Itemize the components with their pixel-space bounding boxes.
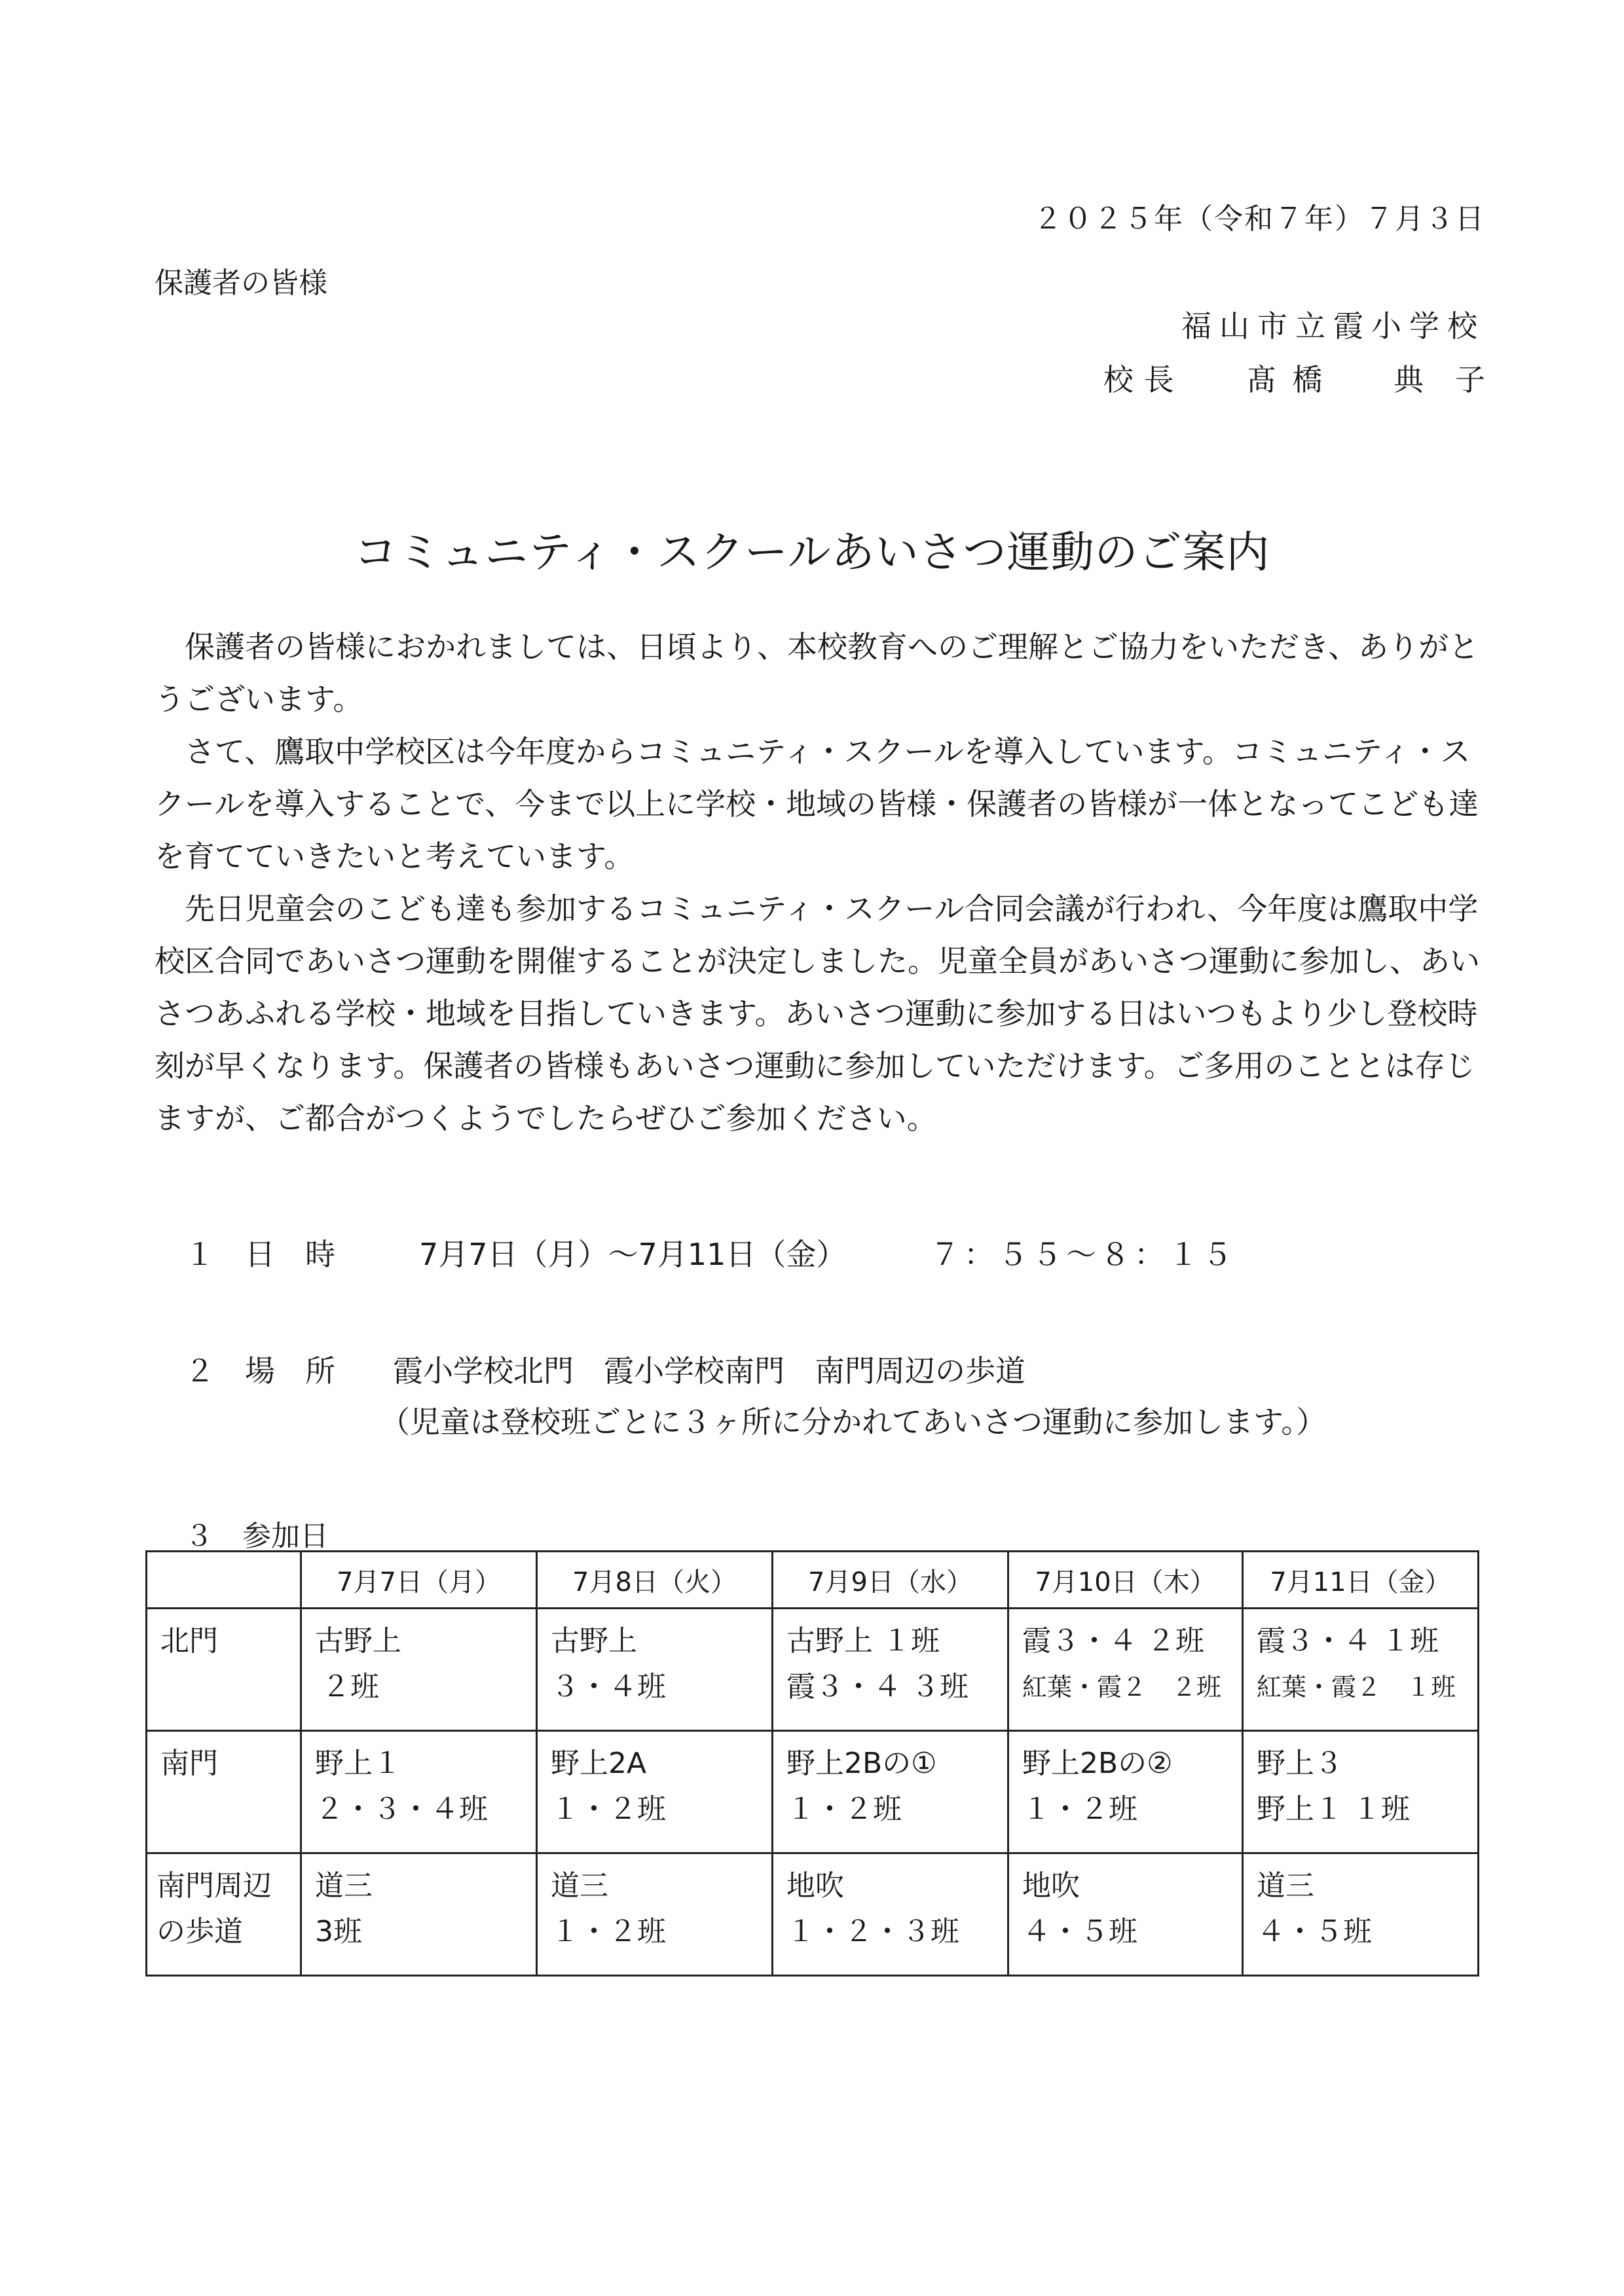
group-line: 紅葉・霞２ １班 [1257,1673,1456,1702]
group-line: 野上３ [1257,1747,1343,1780]
item-datetime-label: １ 日 時 [185,1237,335,1272]
schedule-cell [1008,1609,1243,1731]
document-date: ２０２５年（令和７年）７月３日 [1033,202,1485,236]
recipient: 保護者の皆様 [155,266,327,300]
item-schedule-label: ３ 参加日 [185,1520,329,1553]
schedule-cell [773,1609,1008,1731]
group-line: 道三 [551,1869,608,1903]
group-line: 霞３・４ １班 [1257,1624,1439,1658]
principal-name [1103,356,1517,399]
schedule-cell [1008,1731,1243,1853]
item-datetime-time: ７：５５～８：１５ [930,1237,1236,1272]
body-text [155,621,1490,1144]
place-label: 南門周辺 [157,1869,272,1903]
group-line: 霞３・４ ２班 [1022,1624,1204,1658]
paragraph-greeting: 保護者の皆様におかれましては、日頃より、本校教育へのご理解とご協力をいただき、ありがとうございます。 [155,629,1479,717]
schedule-day-header: 7月8日（火） [537,1552,773,1609]
group-line: ３・４班 [551,1670,666,1704]
group-line: 古野上 [551,1624,637,1658]
place-label: 南門 [160,1747,218,1780]
group-line: 古野上 １班 [786,1624,940,1658]
group-line: 地吹 [1022,1869,1080,1903]
group-line: ２班 [322,1670,379,1704]
item-place-note: （児童は登校班ごとに３ヶ所に分かれてあいさつ運動に参加します。） [380,1404,1327,1440]
paragraph-details: 先日児童会のこども達も参加するコミュニティ・スクール合同会議が行われ、今年度は鷹取中学校区合同であいさつ運動を開催することが決定しました。児童全員があいさつ運動に参加し、あいさつあふれる学校・地域を目指していきます。あいさつ運動に参加する日はいつもより少し登校時刻が早くなります。保護者の皆様もあいさつ運動に参加していただけます。ご多用のこととは存じますが、ご都合がつくようでしたらぜひご参加ください。 [155,891,1480,1136]
schedule-cell [1243,1609,1479,1731]
schedule-cell [301,1731,537,1853]
schedule-cell [301,1853,537,1976]
schedule-row-north-gate [147,1609,1479,1731]
group-line: １・２班 [786,1793,902,1826]
schedule-place-cell [147,1853,301,1976]
group-line: 紅葉・霞２ ２班 [1022,1673,1222,1702]
schedule-cell [1243,1731,1479,1853]
group-line: １・２・３班 [786,1915,959,1948]
schedule-day-header: 7月10日（木） [1008,1552,1243,1609]
group-line: 道三 [1257,1869,1314,1903]
schedule-day-header: 7月7日（月） [301,1552,537,1609]
schedule-day-header: 7月11日（金） [1243,1552,1479,1609]
place-label: 北門 [160,1624,218,1658]
item-place-label: ２ 場 所 [185,1353,335,1389]
schedule-cell [537,1731,773,1853]
schedule-day-header: 7月9日（水） [773,1552,1008,1609]
principal-title: 校長 [1103,362,1185,397]
school-name: 福山市立霞小学校 [1181,308,1485,344]
schedule-cell [537,1853,773,1976]
schedule-corner-cell [147,1552,301,1609]
group-line: ２・３・４班 [315,1793,488,1826]
item-place-value: 霞小学校北門 霞小学校南門 南門周辺の歩道 [393,1353,1025,1389]
group-line: ４・５班 [1022,1915,1137,1948]
schedule-cell [773,1853,1008,1976]
item-datetime-dates: 7月7日（月）～7月11日（金） [419,1237,847,1272]
group-line: 野上2Bの② [1022,1747,1173,1780]
place-label: の歩道 [157,1915,243,1948]
principal-surname: 髙橋 [1246,362,1338,397]
group-line: 古野上 [315,1624,401,1658]
schedule-row-south-gate [147,1731,1479,1853]
group-line: 地吹 [786,1869,844,1903]
group-line: １・２班 [551,1915,666,1948]
document-title: コミュニティ・スクールあいさつ運動のご案内 [354,527,1270,577]
group-line: １・２班 [1022,1793,1137,1826]
schedule-cell [537,1609,773,1731]
group-line: 野上１ １班 [1257,1793,1410,1826]
schedule-place-cell [147,1731,301,1853]
schedule-table [145,1550,1479,1977]
schedule-place-cell [147,1609,301,1731]
group-line: 3班 [315,1915,362,1948]
paragraph-introduction: さて、鷹取中学校区は今年度からコミュニティ・スクールを導入しています。コミュニティ・スクールを導入することで、今まで以上に学校・地域の皆様・保護者の皆様が一体となってこども達を育てていきたいと考えています。 [155,734,1479,874]
group-line: 道三 [315,1869,373,1903]
principal-given: 典子 [1393,362,1517,397]
schedule-header-row [147,1552,1479,1609]
schedule-cell [301,1609,537,1731]
schedule-cell [1243,1853,1479,1976]
group-line: 霞３・４ ３班 [786,1670,969,1704]
group-line: １・２班 [551,1793,666,1826]
group-line: 野上2Bの① [786,1747,937,1780]
schedule-cell [773,1731,1008,1853]
group-line: ４・５班 [1257,1915,1372,1948]
schedule-row-sidewalk [147,1853,1479,1976]
group-line: 野上１ [315,1747,401,1780]
group-line: 野上2A [551,1747,647,1780]
schedule-cell [1008,1853,1243,1976]
